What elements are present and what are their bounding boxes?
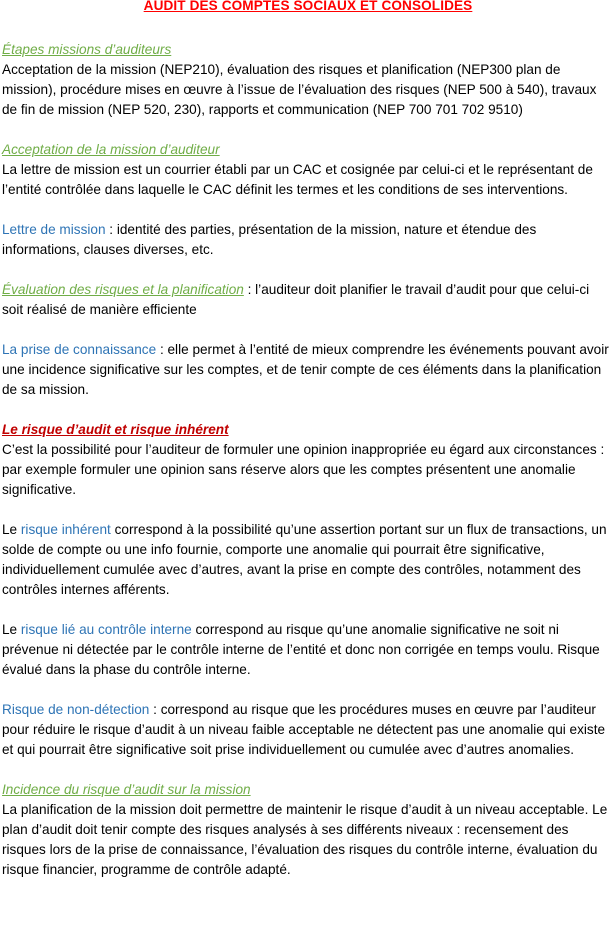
section-paragraph: [2, 520, 614, 600]
section-heading: Évaluation des risques et la planification: [2, 282, 244, 297]
section-heading: Acceptation de la mission d’auditeur: [2, 142, 220, 157]
section-etapes-missions: [2, 40, 614, 120]
section-body: correspond au risque qu’une anomalie significative ne soit ni prévenue ni détectée par le contrôle interne de l’entité et donc non corrigée en temps voulu. Risque évalué dans la phase du contrôle interne.: [2, 622, 600, 677]
section-prefix: Le: [2, 522, 21, 537]
section-body: : correspond au risque que les procédures muses en œuvre par l’auditeur pour réduire le risque d’audit à un niveau faible acceptable ne détectent pas une anomalie qui existe et qui pourrait être significative soit prise individuellement ou cumulée avec d’autres anomalies.: [2, 702, 606, 757]
term-label: La prise de connaissance: [2, 342, 157, 357]
term-label: risque inhérent: [20, 522, 111, 537]
section-prise-connaissance: [2, 340, 614, 400]
section-evaluation-risques: [2, 280, 614, 320]
section-lettre-mission: [2, 220, 614, 260]
section-incidence-risque: [2, 780, 614, 880]
section-paragraph: [2, 620, 614, 680]
section-risque-controle-interne: [2, 620, 614, 680]
section-heading: Étapes missions d’auditeurs: [2, 42, 172, 57]
section-body: : l’auditeur doit planifier le travail d’audit pour que celui-ci soit réalisé de manière efficiente: [2, 282, 590, 317]
section-body: : elle permet à l’entité de mieux comprendre les événements pouvant avoir une incidence significative sur les comptes, et de tenir compte de ces éléments dans la planification de sa mission.: [2, 342, 609, 397]
section-body: Acceptation de la mission (NEP210), évaluation des risques et planification (NEP300 plan de mission), procédure mises en œuvre à l’issue de l’évaluation des risques (NEP 500 à 540), travaux de fin de mission (NEP 520, 230), rapports et communication (NEP 700 701 702 9510): [2, 62, 597, 117]
term-label: Risque de non-détection: [2, 702, 150, 717]
section-risque-non-detection: [2, 700, 614, 760]
section-body: correspond à la possibilité qu’une assertion portant sur un flux de transactions, un solde de compte ou une info fournie, comporte une anomalie qui pourrait être significative, individuellement cumulée avec d’autres, avant la prise en compte des contrôles, notamment des contrôles internes afférents.: [2, 522, 607, 597]
section-body: : identité des parties, présentation de la mission, nature et étendue des informations, clauses diverses, etc.: [2, 222, 537, 257]
section-paragraph: [2, 700, 614, 760]
document-title: AUDIT DES COMPTES SOCIAUX ET CONSOLIDES: [143, 0, 473, 13]
section-risque-audit: [2, 420, 614, 500]
section-body: La planification de la mission doit permettre de maintenir le risque d’audit à un niveau acceptable. Le plan d’audit doit tenir compte des risques analysés à ses différents niveaux : recensement des risques lors de la prise de connaissance, l’évaluation des risques du contrôle interne, évaluation du risque financier, programme de contrôle adapté.: [2, 802, 608, 877]
section-prefix: Le: [2, 622, 21, 637]
section-paragraph: [2, 220, 614, 260]
section-paragraph: [2, 280, 614, 320]
section-acceptation-mission: [2, 140, 614, 200]
section-paragraph: [2, 340, 614, 400]
section-body: La lettre de mission est un courrier établi par un CAC et cosignée par celui-ci et le représentant de l’entité contrôlée dans laquelle le CAC définit les termes et les conditions de ses interventions.: [2, 162, 593, 197]
term-label: risque lié au contrôle interne: [20, 622, 192, 637]
document-page: [2, 0, 614, 900]
section-heading: Le risque d’audit et risque inhérent: [2, 422, 229, 437]
section-risque-inherent: [2, 520, 614, 600]
section-body: C’est la possibilité pour l’auditeur de formuler une opinion inappropriée eu égard aux circonstances : par exemple formuler une opinion sans réserve alors que les comptes présentent une anomalie significative.: [2, 442, 605, 497]
section-heading: Incidence du risque d’audit sur la mission: [2, 782, 251, 797]
term-label: Lettre de mission: [2, 222, 106, 237]
